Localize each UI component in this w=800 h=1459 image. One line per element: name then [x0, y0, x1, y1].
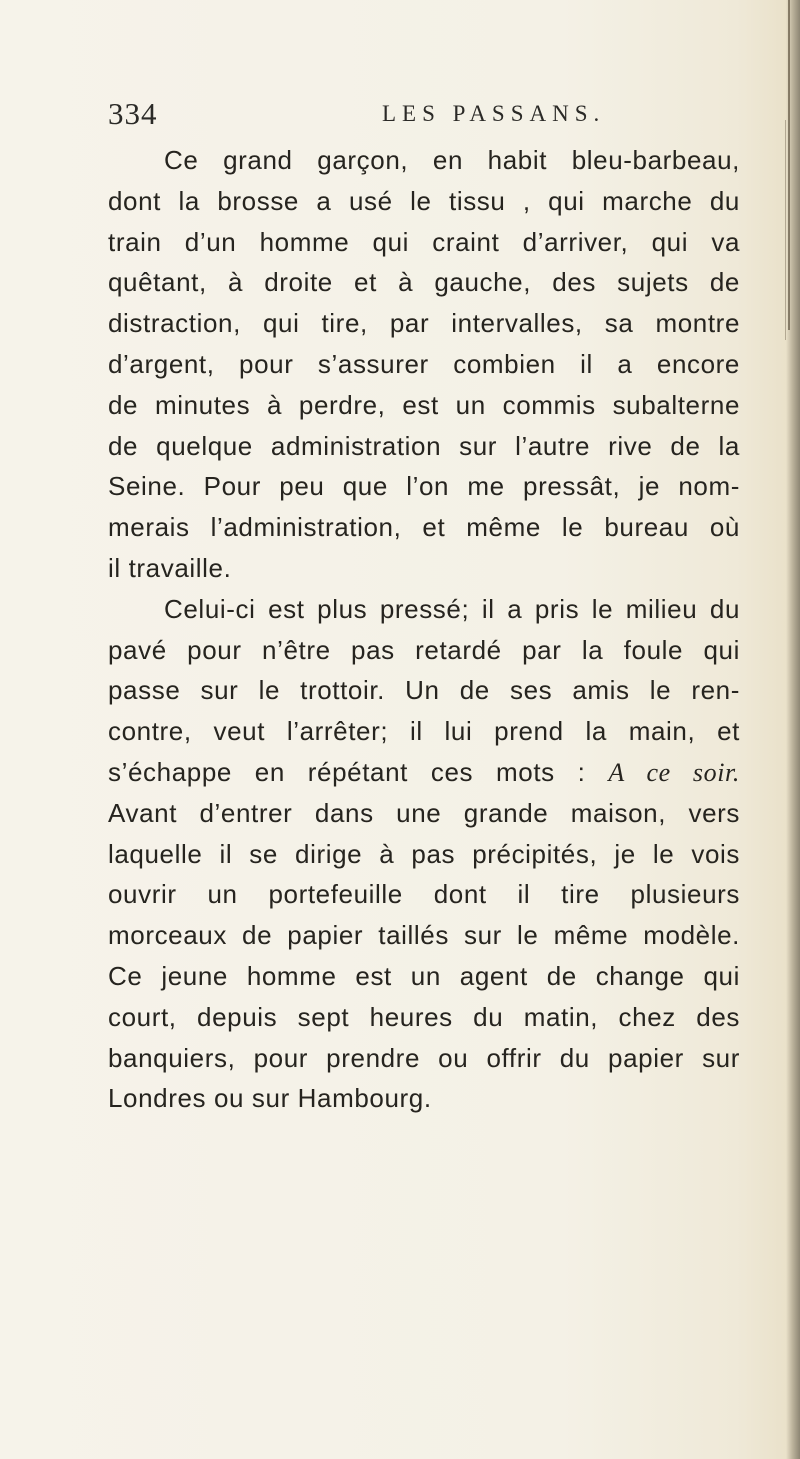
text-line: d’argent, pour s’assurer combien il a encore [108, 348, 740, 379]
text-line [108, 752, 740, 793]
page-number: 334 [108, 96, 158, 131]
text-line: Avant d’entrer dans une grande maison, vers [108, 797, 740, 828]
text-line: quêtant, à droite et à gauche, des sujets de [108, 267, 740, 298]
text-line: court, depuis sept heures du matin, chez des [108, 1001, 740, 1032]
text-line: contre, veut l’arrêter; il lui prend la main, et [108, 716, 740, 747]
text-line: dont la brosse a usé le tissu , qui marche du [108, 185, 740, 216]
text-line: il travaille. [108, 552, 232, 583]
text-line: merais l’administration, et même le bureau où [108, 512, 740, 543]
text-line-start: s’échappe en répétant ces mots : [108, 756, 586, 787]
text-line: Celui-ci est plus pressé; il a pris le milieu du [164, 593, 740, 624]
text-line: Seine. Pour peu que l’on me pressât, je nom- [108, 471, 740, 502]
text-line: laquelle il se dirige à pas précipités, je le vois [108, 838, 740, 869]
text-line: distraction, qui tire, par intervalles, sa montre [108, 308, 740, 339]
body-text [108, 140, 740, 1119]
paragraph-1 [108, 140, 740, 589]
text-line: passe sur le trottoir. Un de ses amis le ren- [108, 675, 740, 706]
text-line: morceaux de papier taillés sur le même modèle. [108, 920, 740, 951]
paragraph-2 [108, 589, 740, 1119]
page-header [108, 92, 748, 136]
text-line: pavé pour n’être pas retardé par la foule qui [108, 634, 740, 665]
text-line: de minutes à perdre, est un commis subalterne [108, 389, 740, 420]
text-line: de quelque administration sur l’autre rive de la [108, 430, 740, 461]
binding-edge-line [788, 0, 790, 330]
binding-edge-line-secondary [785, 120, 786, 340]
text-line: banquiers, pour prendre ou offrir du papier sur [108, 1042, 740, 1073]
text-line: Ce jeune homme est un agent de change qui [108, 960, 740, 991]
running-head: LES PASSANS. [382, 101, 606, 126]
text-line: Londres ou sur Hambourg. [108, 1083, 432, 1114]
text-line: train d’un homme qui craint d’arriver, qui va [108, 226, 740, 257]
text-line: Ce grand garçon, en habit bleu-barbeau, [164, 145, 740, 175]
text-line: ouvrir un portefeuille dont il tire plusieurs [108, 879, 740, 910]
italic-phrase: A ce soir. [608, 757, 740, 787]
